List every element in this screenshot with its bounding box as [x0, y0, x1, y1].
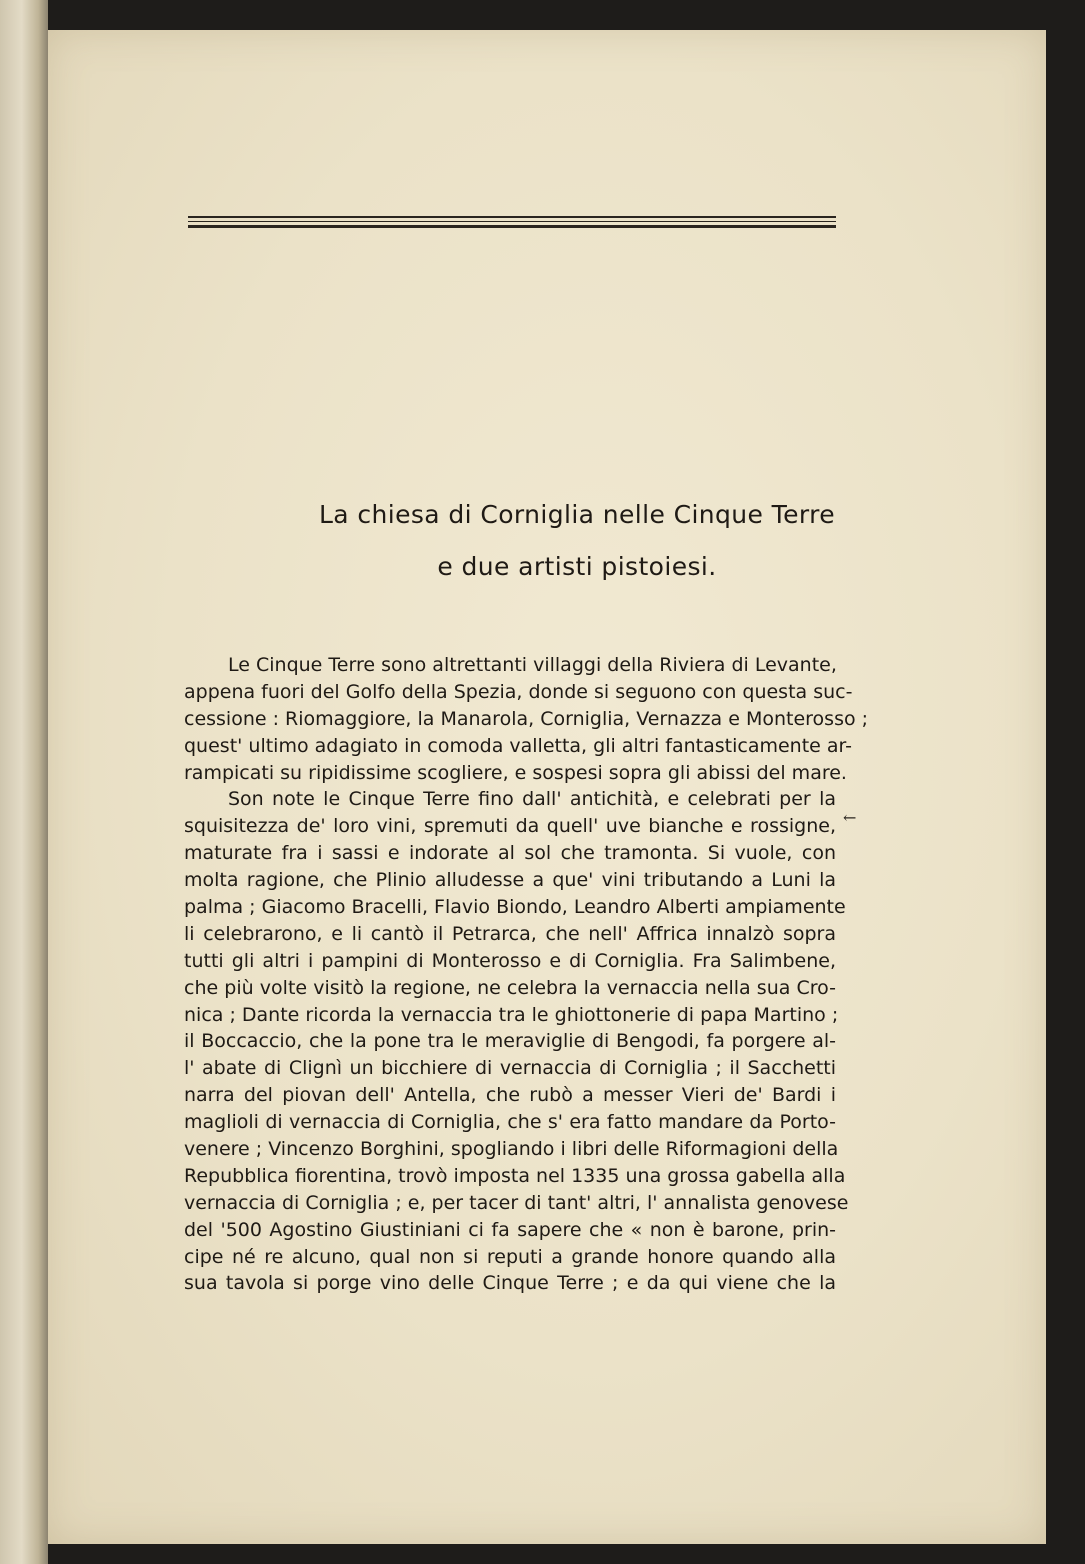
text-line: rampicati su ripidissime scogliere, e sospesi sopra gli abissi del mare. — [184, 761, 847, 784]
text-line: maglioli di vernaccia di Corniglia, che s' era fatto mandare da Porto- — [184, 1111, 836, 1134]
text-line: li celebrarono, e li cantò il Petrarca, che nell' Affrica innalzò sopra — [184, 922, 836, 945]
text-line: tutti gli altri i pampini di Monterosso e di Corniglia. Fra Salimbene, — [184, 949, 836, 972]
text-line: l' abate di Clignì un bicchiere di vernaccia di Corniglia ; il Sacchetti — [184, 1057, 836, 1080]
text-line: maturate fra i sassi e indorate al sol che tramonta. Si vuole, con — [184, 842, 836, 865]
margin-arrow-mark: ← — [843, 808, 857, 827]
text-line: molta ragione, che Plinio alludesse a que' vini tributando a Luni la — [184, 869, 836, 892]
text-line: il Boccaccio, che la pone tra le meraviglie di Bengodi, fa porgere al- — [184, 1030, 836, 1053]
text-line: che più volte visitò la regione, ne celebra la vernaccia nella sua Cro- — [184, 976, 836, 999]
text-line: cipe né re alcuno, qual non si reputi a grande honore quando alla — [184, 1245, 836, 1268]
book-page — [48, 30, 1046, 1544]
text-line: quest' ultimo adagiato in comoda valletta, gli altri fantasticamente ar- — [184, 734, 852, 757]
text-line: palma ; Giacomo Bracelli, Flavio Biondo, Leandro Alberti ampiamente — [184, 896, 846, 919]
ornamental-rule — [188, 216, 836, 228]
text-line: sua tavola si porge vino delle Cinque Terre ; e da qui viene che la — [184, 1272, 836, 1295]
text-line: del '500 Agostino Giustiniani ci fa sapere che « non è barone, prin- — [184, 1218, 836, 1241]
text-line: cessione : Riomaggiore, la Manarola, Corniglia, Vernazza e Monterosso ; — [184, 707, 869, 730]
text-line: squisitezza de' loro vini, spremuti da quell' uve bianche e rossigne, — [184, 815, 836, 838]
text-line: venere ; Vincenzo Borghini, spogliando i libri delle Riformagioni della — [184, 1138, 839, 1161]
book-spine-edge — [0, 0, 48, 1564]
text-line: nica ; Dante ricorda la vernaccia tra le ghiottonerie di papa Martino ; — [184, 1003, 839, 1026]
text-line: Le Cinque Terre sono altrettanti villaggi della Riviera di Levante, — [228, 654, 837, 676]
text-line: Repubblica fiorentina, trovò imposta nel 1335 una grossa gabella alla — [184, 1164, 846, 1187]
text-line: appena fuori del Golfo della Spezia, donde si seguono con questa suc- — [184, 680, 853, 703]
chapter-title-line-1: La chiesa di Corniglia nelle Cinque Terre — [318, 500, 836, 529]
body-text — [184, 652, 869, 1297]
chapter-title-line-2: e due artisti pistoiesi. — [437, 552, 717, 581]
text-line: narra del piovan dell' Antella, che rubò a messer Vieri de' Bardi i — [184, 1084, 836, 1107]
text-line: vernaccia di Corniglia ; e, per tacer di tant' altri, l' annalista genovese — [184, 1191, 849, 1214]
text-line: Son note le Cinque Terre fino dall' antichità, e celebrati per la — [228, 788, 836, 811]
